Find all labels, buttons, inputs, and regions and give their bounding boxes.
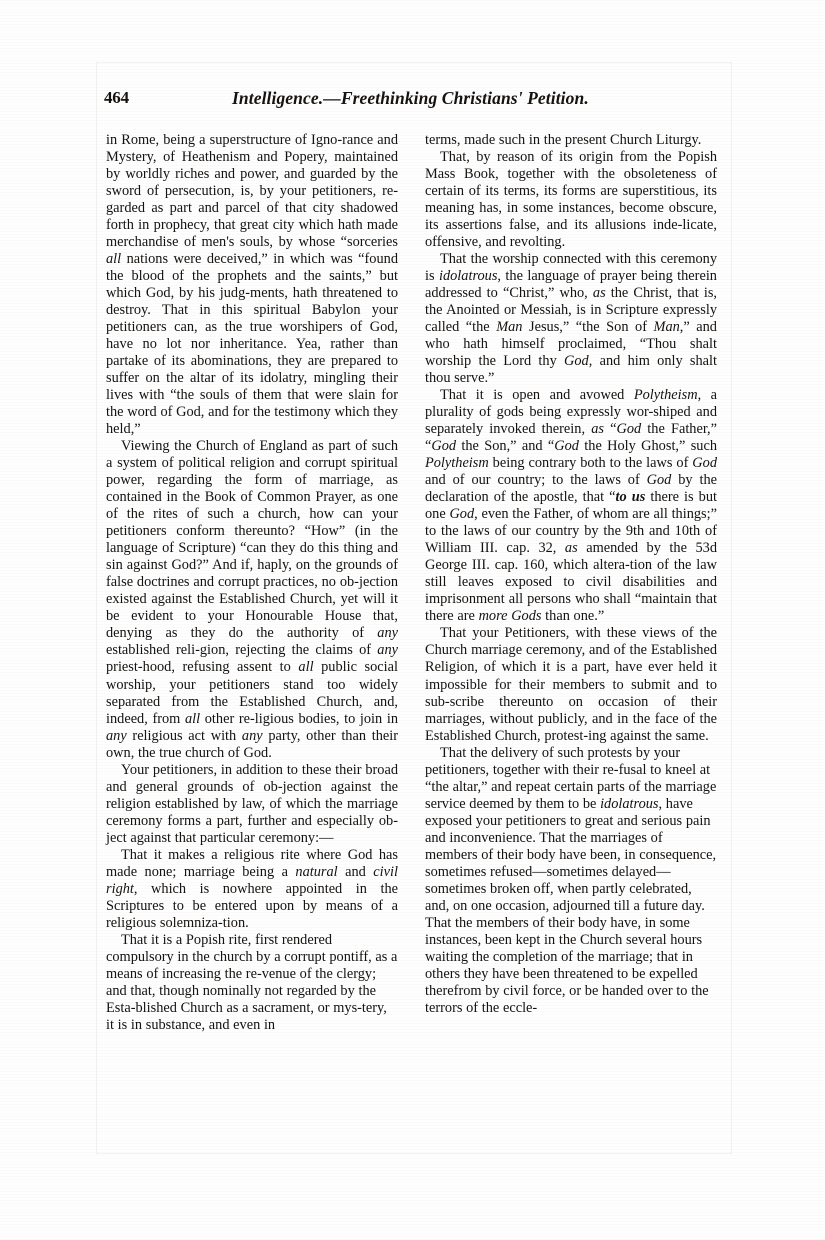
emphasis-text: any xyxy=(106,727,127,744)
paragraph: Viewing the Church of England as part of such a system of political religion and corrupt spiritual power, regarding the form of marriage, as contained in the Book of Common Prayer, as one of the rites of such a church, how can your petitioners conform thereunto? “How” (in the language of Scripture) “can they do this thing and sin against God?” And if, haply, on the grounds of false doctrines and corrupt practices, no ob-jection existed against the Established Church, yet will it be evident to your Honourable House that, denying as they do the authority of any established reli-gion, rejecting the claims of any priest-hood, refusing assent to all public social worship, your petitioners stand too widely separated from the Established Church, and, indeed, from all other re-ligious bodies, to join in any religious act with any party, other than their own, the true church of God. xyxy=(106,438,399,761)
paragraph: That it is open and avowed Polytheism, a plurality of gods being expressly wor-shiped and separately invoked therein, as “God the Father,” “God the Son,” and “God the Holy Ghost,” such Polytheism being contrary both to the laws of God and of our country; to the laws of God by the declaration of the apostle, that “to us there is but one God, even the Father, of whom are all things;” to the laws of our country by the 9th and 10th of William III. cap. 32, as amended by the 53d George III. cap. 160, which altera-tion of the law still leaves exposed to civil disabilities and imprisonment all persons who shall “maintain that there are more Gods than one.” xyxy=(425,387,717,625)
emphasis-text: as xyxy=(564,540,578,557)
emphasis-text: as xyxy=(591,421,604,438)
paragraph: terms, made such in the present Church Liturgy. xyxy=(425,132,702,148)
paragraph: That it makes a religious rite where God has made none; marriage being a natural and civil right, which is nowhere appointed in the Scriptures to be entered upon by means of a religious solemniza-tion. xyxy=(106,846,398,931)
emphasis-text: God xyxy=(692,455,717,472)
emphasis-text: all xyxy=(298,659,314,676)
paragraph: That it is a Popish rite, first rendered compulsory in the church by a corrupt pontiff, as a means of increasing the re-venue of the clergy; and that, though nominally not regarded by the Esta-blished Church as a sacrament, or mys-tery, it is in substance, and even in xyxy=(106,931,398,1033)
emphasis-text: all xyxy=(184,710,201,727)
paragraph: That the delivery of such protests by your petitioners, together with their re-fusal to kneel at “the altar,” and repeat certain parts of the marriage service deemed by them to be idolatrous, have exposed your petitioners to great and serious pain and inconvenience. That the marriages of members of their body have been, in consequence, sometimes refused—sometimes delayed—sometimes broken off, when partly celebrated, and, on one occasion, adjourned till a future day. That the members of their body have, in some instances, been kept in the Church several hours waiting the completion of the marriage; that in others they have been threatened to be expelled therefrom by civil force, or be handed over to the terrors of the eccle- xyxy=(425,744,717,1016)
emphasis-text: God xyxy=(646,472,672,489)
emphasis-text: Polytheism xyxy=(633,387,698,404)
page-number: 464 xyxy=(104,88,129,107)
emphasis-text: as xyxy=(592,285,606,302)
emphasis-text: natural xyxy=(295,863,338,880)
emphasis-text: all xyxy=(106,251,122,268)
page-title: Intelligence.—Freethinking Christians' Petition. xyxy=(232,88,589,108)
emphasis-text: God xyxy=(554,438,579,455)
emphasis-text: to us xyxy=(615,489,646,506)
emphasis-text: God xyxy=(616,421,642,438)
paragraph: That your Petitioners, with these views of the Church marriage ceremony, and of the Established Religion, of which it is a part, have ever held it impossible for their members to submit and to sub-scribe thereunto on occasion of their marriages, without publicly, and in the face of the Established Church, protest-ing against the same. xyxy=(425,625,717,744)
emphasis-text: any xyxy=(377,625,398,642)
text-columns xyxy=(106,132,722,1034)
emphasis-text: idolatrous xyxy=(600,795,659,812)
emphasis-text: idolatrous xyxy=(438,268,498,285)
emphasis-text: more Gods xyxy=(478,608,542,625)
emphasis-text: Man xyxy=(653,319,680,336)
emphasis-text: any xyxy=(377,642,398,659)
emphasis-text: God xyxy=(431,438,457,455)
running-head xyxy=(104,88,730,112)
column-left xyxy=(106,132,398,1034)
emphasis-text: Polytheism xyxy=(425,455,489,472)
emphasis-text: God xyxy=(449,506,475,523)
emphasis-text: civil right xyxy=(106,863,398,897)
paragraph: Your petitioners, in addition to these their broad and general grounds of ob-jection against the religion established by law, of which the marriage ceremony forms a part, further and especially ob-ject against that particular ceremony:— xyxy=(106,761,398,846)
emphasis-text: any xyxy=(241,727,263,744)
emphasis-text: Man xyxy=(496,319,523,336)
column-right xyxy=(425,132,717,1034)
paragraph: in Rome, being a superstructure of Igno-rance and Mystery, of Heathenism and Popery, maintained by worldly riches and power, and guarded by the sword of persecution, is, by your petitioners, re-garded as part and parcel of that city shadowed forth in prophecy, that great city which hath made merchandise of men's souls, by whose “sorceries all nations were deceived,” in which was “found the blood of the prophets and the saints,” but which God, by his judg-ments, hath threatened to destroy. That in this spiritual Babylon your petitioners can, as the true worshipers of God, have no lot nor inheritance. Yea, rather than partake of its abominations, they are prepared to suffer on the altar of its idolatry, mingling their lives with “the souls of them that were slain for the word of God, and for the testimony which they held,” xyxy=(106,132,398,438)
paragraph: That, by reason of its origin from the Popish Mass Book, together with the obsoleteness of certain of its terms, its forms are superstitious, its meaning has, in some instances, become obscure, its assertions false, and its allusions inde-licate, offensive, and revolting. xyxy=(425,149,717,251)
paragraph: That the worship connected with this ceremony is idolatrous, the language of prayer being therein addressed to “Christ,” who, as the Christ, that is, the Anointed or Messiah, is in Scripture expressly called “the Man Jesus,” “the Son of Man,” and who hath himself proclaimed, “Thou shalt worship the Lord thy God, and him only shalt thou serve.” xyxy=(425,251,717,387)
emphasis-text: God xyxy=(564,353,589,370)
